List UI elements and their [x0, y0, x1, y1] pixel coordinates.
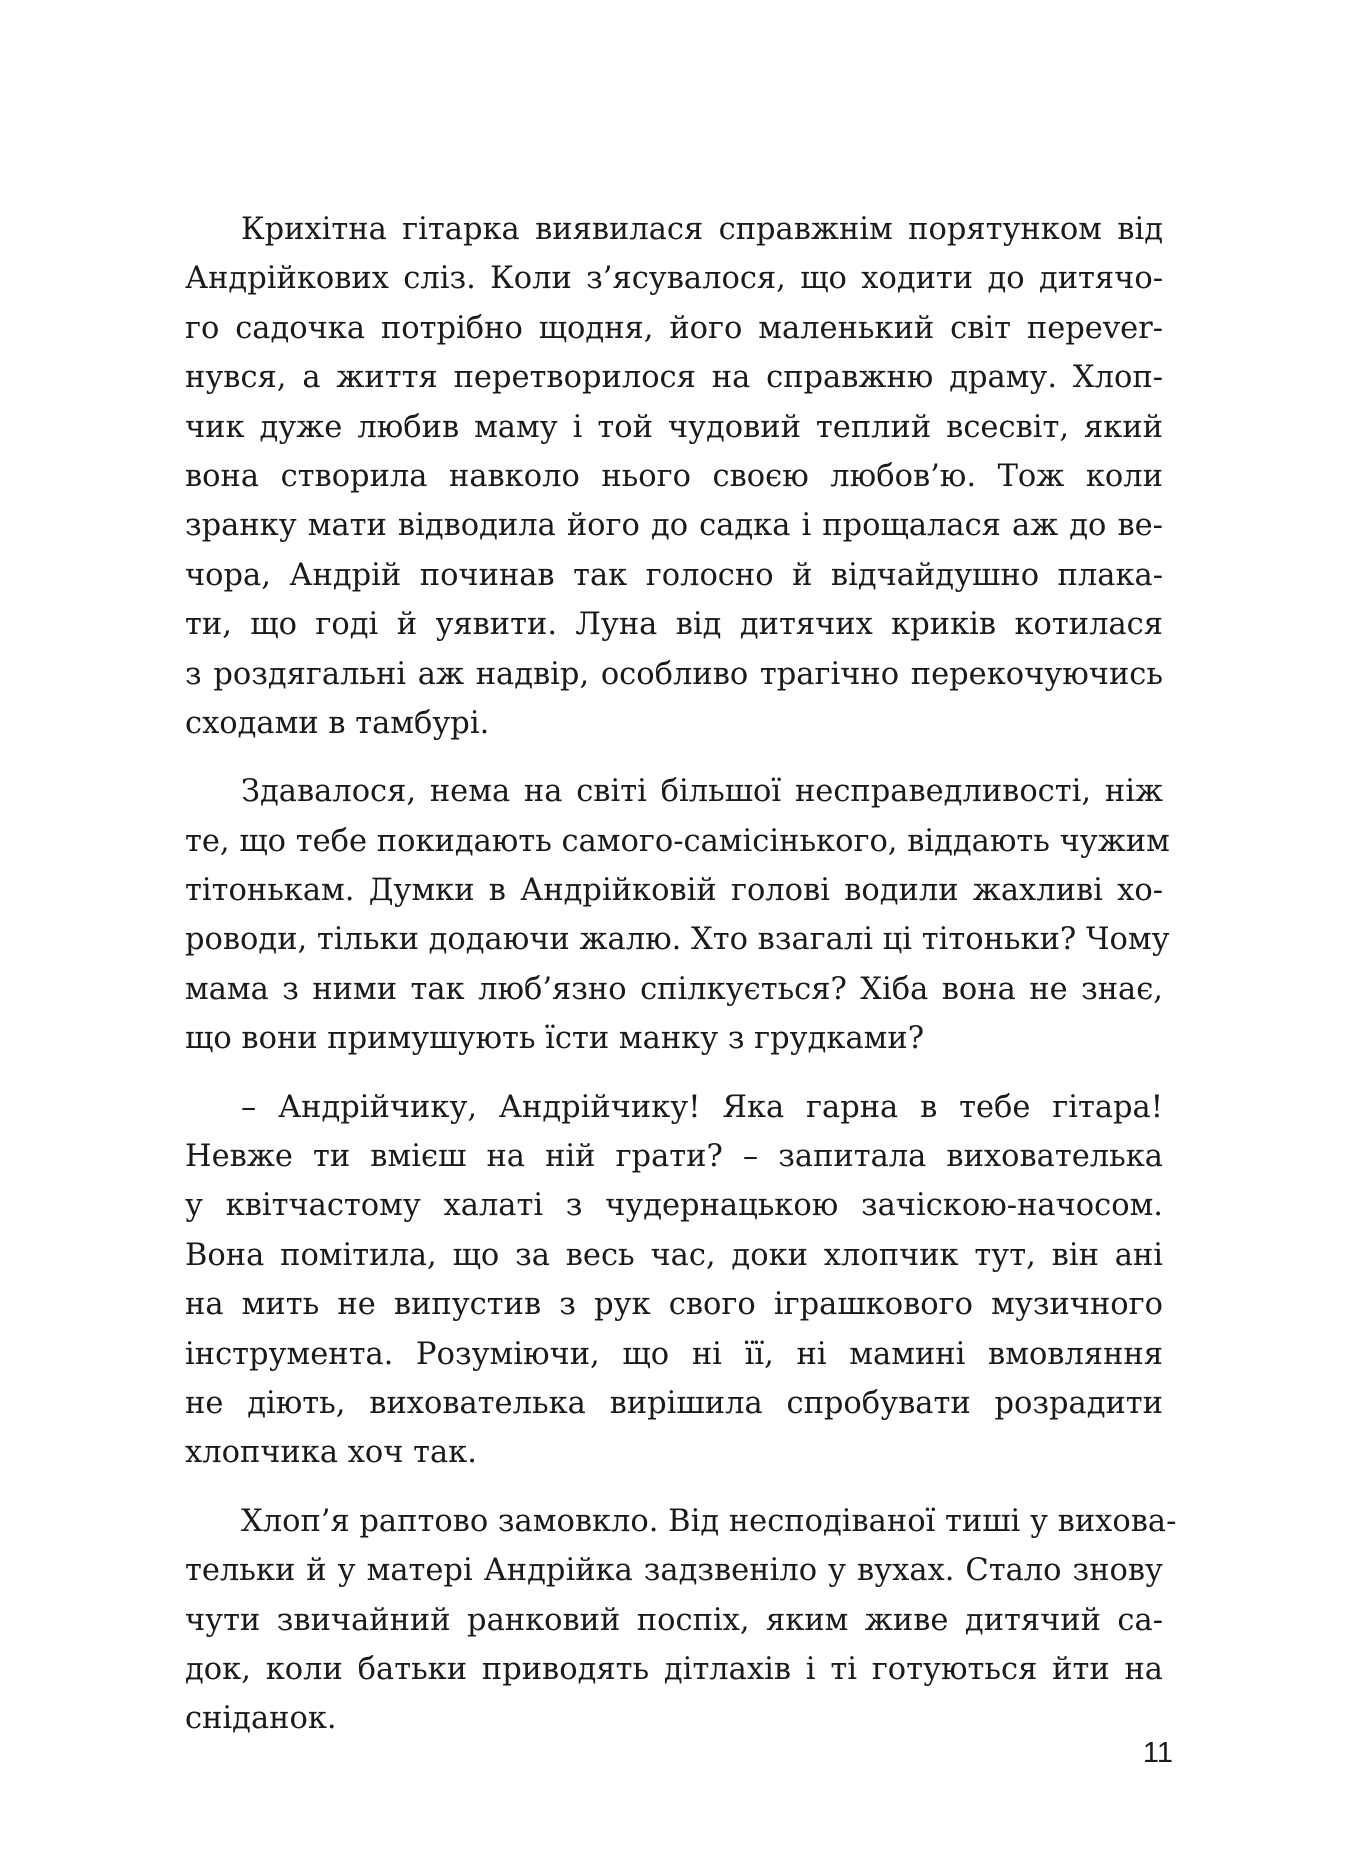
text-line: у квітчастому халаті з чудернацькою зачіскою-начосом. [185, 1188, 1163, 1224]
text-line: сніданок. [185, 1701, 337, 1737]
text-line: чора, Андрій починав так голосно й відчайдушно плака- [185, 557, 1163, 593]
text-line: Здавалося, нема на світі більшої несправедливості, ніж [241, 774, 1163, 810]
paragraph-1 [185, 205, 1163, 748]
text-line: чути звичайний ранковий поспіх, яким живе дитячий са- [185, 1602, 1163, 1638]
text-line: з роздягальні аж надвір, особливо трагічно перекочуючись [185, 656, 1163, 692]
text-line: на мить не випустив з рук свого іграшкового музичного [185, 1287, 1163, 1323]
paragraph-2 [185, 767, 1170, 1063]
page-number: 11 [1142, 1737, 1173, 1769]
text-line: Вона помітила, що за весь час, доки хлопчик тут, він ані [185, 1237, 1163, 1273]
text-line: Крихітна гітарка виявилася справжнім порятунком від [241, 212, 1163, 247]
text-line: мама з ними так люб’язно спілкується? Хіба вона не знає, [185, 971, 1163, 1007]
text-line: Андрійкових сліз. Коли з’ясувалося, що ходити до дитячо- [185, 261, 1163, 297]
paragraph-3 [185, 1083, 1163, 1478]
text-line: Хлоп’я раптово замовкло. Від несподіваної тиші у вихова- [241, 1503, 1177, 1539]
text-line: тельки й у матері Андрійка задзвеніло у вухах. Стало знову [185, 1553, 1163, 1589]
text-line: інструмента. Розуміючи, що ні її, ні мамині вмовляння [185, 1336, 1163, 1372]
text-line: що вони примушують їсти манку з грудками? [185, 1021, 925, 1057]
text-line: не діють, вихователька вирішила спробувати розрадити [185, 1385, 1163, 1421]
text-line: ти, що годі й уявити. Луна від дитячих криків котилася [185, 607, 1163, 643]
text-line: док, коли батьки приводять дітлахів і ті готуються йти на [185, 1651, 1163, 1687]
text-line: те, що тебе покидають самого-самісінького, віддають чужим [185, 823, 1170, 859]
text-line: роводи, тільки додаючи жалю. Хто взагалі ці тітоньки? Чому [185, 922, 1170, 958]
text-line: Невже ти вмієш на ній грати? – запитала вихователька [185, 1139, 1163, 1175]
text-line: чик дуже любив маму і той чудовий теплий всесвіт, який [185, 409, 1163, 445]
text-line: нувся, а життя перетворилося на справжню драму. Хлоп- [185, 360, 1163, 396]
body-text [185, 205, 1177, 1744]
text-line: – Андрійчику, Андрійчику! Яка гарна в тебе гітара! [241, 1089, 1163, 1125]
text-line: сходами в тамбурі. [185, 705, 490, 741]
text-line: хлопчика хоч так. [185, 1435, 477, 1471]
text-line: тітонькам. Думки в Андрійковій голові водили жахливі хо- [185, 873, 1163, 909]
text-line: зранку мати відводила його до садка і прощалася аж до ве- [185, 508, 1163, 544]
text-line: вона створила навколо нього своєю любов’ю. Тож коли [185, 458, 1163, 494]
paragraph-4 [185, 1497, 1177, 1744]
text-line: го садочка потрібно щодня, його маленький світ переver- [185, 310, 1163, 346]
